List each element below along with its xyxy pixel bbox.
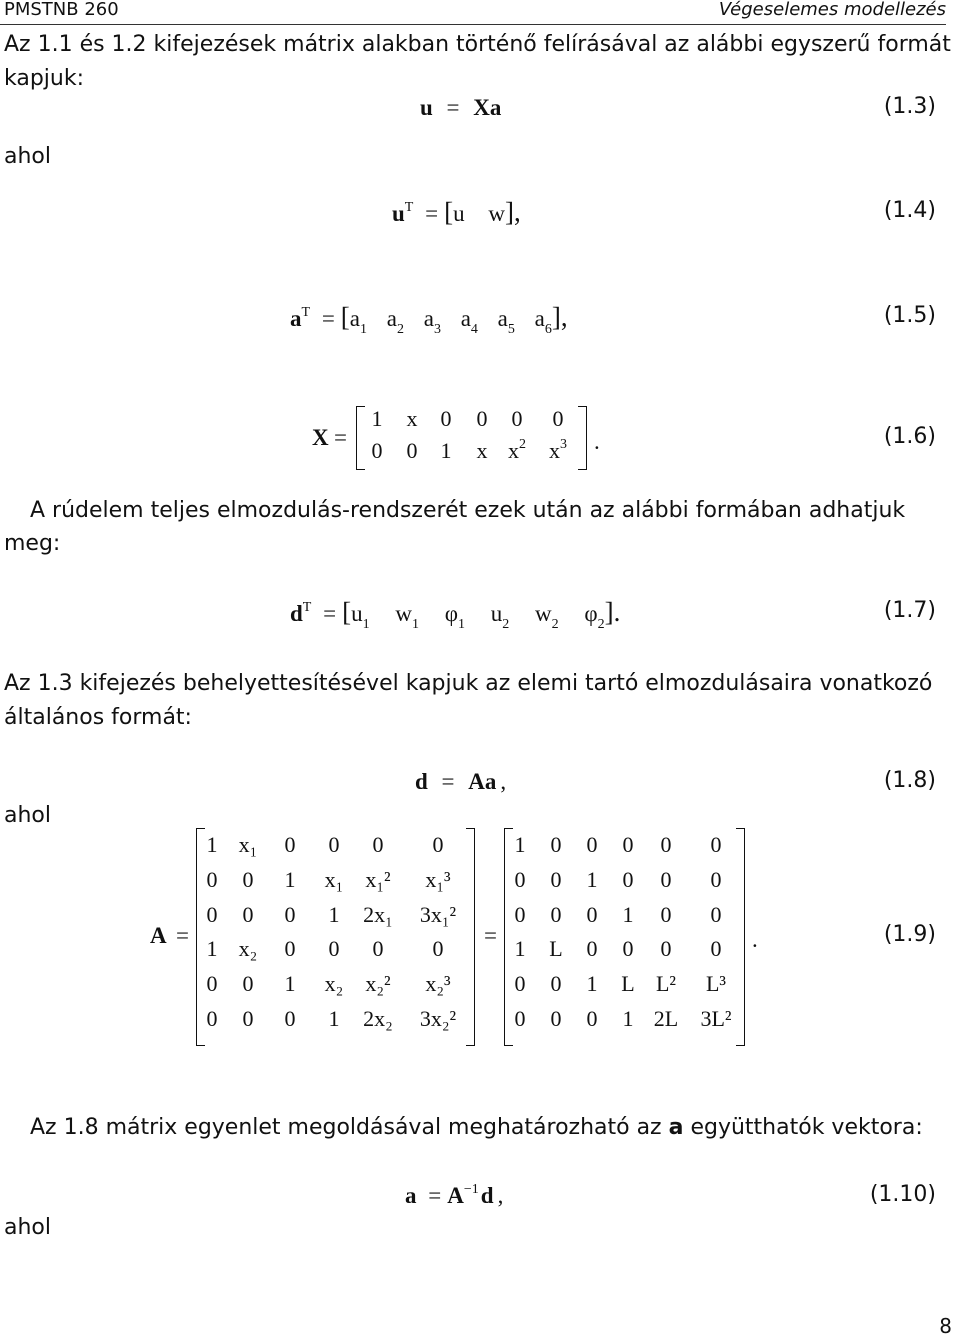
- paragraph-3-line-2: általános formát:: [4, 705, 192, 730]
- eq19-left-cell-r4-c6: 0: [432, 936, 444, 961]
- eq19-right-cell-r6-c4: 1: [622, 1006, 634, 1031]
- ahol-3: ahol: [4, 1215, 51, 1240]
- eq17-u1: u: [351, 601, 363, 626]
- ahol-1: ahol: [4, 144, 51, 169]
- eq19-equals-2: =: [484, 923, 497, 948]
- eq19-right-cell-r3-c4: 1: [622, 902, 634, 927]
- eq17-u1-sub: 1: [362, 617, 370, 632]
- eq17-phi1-sub: 1: [458, 617, 465, 632]
- paragraph-4-bold: a: [668, 1115, 684, 1140]
- eq19-right-cell-r3-c1: 0: [514, 902, 526, 927]
- equation-1-10: [405, 1182, 503, 1214]
- eq13-lhs: u: [420, 95, 433, 120]
- eq13-tag: (1.3): [883, 94, 936, 119]
- eq19-left-cell-r6-c5: 2x₂: [363, 1006, 393, 1031]
- eq19-right-cell-r2-c2: 0: [550, 867, 562, 892]
- eq19-left-cell-r4-c2: x₂: [238, 936, 258, 961]
- eq19-right-cell-r3-c3: 0: [586, 902, 598, 927]
- eq19-right-cell-r2-c3: 1: [586, 867, 598, 892]
- eq15-sub4: 4: [470, 322, 478, 337]
- eq19-left-cell-r6-c4: 1: [328, 1006, 340, 1031]
- eq14-equals: =: [425, 201, 439, 226]
- paragraph-3-line-1: Az 1.3 kifejezés behelyettesítésével kapjuk az elemi tartó elmozdulásaira vonatkozó: [4, 671, 933, 696]
- eq19-left-cell-r5-c4: x₂: [324, 971, 344, 996]
- eq19-right-cell-r5-c4: L: [621, 971, 635, 996]
- eq16-exponent: 2: [519, 437, 526, 452]
- eq19-right-cell-r5-c5: L²: [655, 971, 677, 996]
- equation-1-5: [290, 303, 568, 337]
- eq16-cell-r2-c6: $x^3$: [549, 437, 567, 463]
- eq17-u2: u: [490, 601, 503, 626]
- eq19-left-cell-r6-c6: 3x₂²: [419, 1006, 457, 1031]
- eq16-cell-r2-c5: $x^2$: [508, 437, 526, 463]
- eq19-right-cell-r2-c4: 0: [622, 867, 634, 892]
- eq19-right-cell-r6-c3: 0: [586, 1006, 598, 1031]
- eq14-tag: (1.4): [883, 198, 936, 223]
- paragraph-4-after: együtthatók vektora:: [683, 1115, 923, 1140]
- paragraph-2-line-1: A rúdelem teljes elmozdulás-rendszerét ezek után az alábbi formában adhatjuk: [30, 498, 906, 523]
- eq15-lhs: a: [290, 306, 302, 331]
- eq16-cell-r1-c3: 0: [440, 406, 452, 431]
- eq19-right-cell-r2-c5: 0: [660, 867, 672, 892]
- eq19-left-cell-r4-c3: 0: [284, 936, 296, 961]
- eq13-rhs: Xa: [473, 95, 502, 120]
- eq19-right-cell-r2-c1: 0: [514, 867, 526, 892]
- eq19-left-cell-r2-c3: 1: [284, 867, 296, 892]
- eq16-cell-r1-c1: 1: [371, 406, 383, 431]
- page-header: [0, 0, 946, 25]
- eq16-right-bracket: [578, 406, 587, 470]
- header-left: PMSTNB 260: [4, 0, 119, 20]
- eq14-lhs: u: [392, 201, 405, 226]
- paragraph-2-line-2: meg:: [4, 531, 61, 556]
- equation-1-4: [392, 198, 521, 232]
- eq19-left-cell-r5-c5: x₂²: [365, 971, 391, 996]
- eq19-right-cell-r4-c4: 0: [622, 936, 634, 961]
- eq16-lhs: X: [312, 425, 329, 450]
- eq17-w2: w: [535, 601, 552, 626]
- eq19-left-cell-r6-c1: 0: [206, 1006, 218, 1031]
- eq17-w1: w: [395, 601, 412, 626]
- eq19-left-cell-r2-c4: x₁: [324, 867, 344, 892]
- eq14-c1: u: [453, 201, 465, 226]
- paragraph-4: [30, 1114, 923, 1142]
- eq15-a6: a: [534, 306, 545, 331]
- eq19-right-cell-r3-c6: 0: [710, 902, 722, 927]
- eq19-left-cell-r4-c1: 1: [206, 936, 218, 961]
- eq15-sub6: 6: [544, 322, 552, 337]
- eq15-a3: a: [423, 306, 434, 331]
- eq19-right-cell-r1-c4: 0: [622, 832, 634, 857]
- eq19-left-cell-r2-c2: 0: [242, 867, 254, 892]
- equation-1-8: [415, 768, 506, 796]
- eq14-open: [: [444, 197, 454, 227]
- ahol-2: ahol: [4, 803, 51, 828]
- eq19-left-cell-r1-c6: 0: [432, 832, 444, 857]
- eq15-sub2: 2: [396, 322, 404, 337]
- eq17-equals: =: [323, 601, 337, 626]
- eq16-exponent: 3: [560, 437, 567, 452]
- eq19-right-cell-r3-c5: 0: [660, 902, 672, 927]
- eq19-left-cell-r6-c2: 0: [242, 1006, 254, 1031]
- eq19-right-cell-r4-c1: 1: [514, 936, 526, 961]
- eq17-open: [: [342, 597, 352, 627]
- equation-1-7: [290, 598, 620, 632]
- eq17-lhs: d: [290, 601, 303, 626]
- eq17-tag: (1.7): [883, 598, 936, 623]
- eq19-tag: (1.9): [883, 922, 936, 947]
- eq18-rhs: Aa: [468, 769, 497, 794]
- eq19-left-cell-r3-c6: 3x₁²: [419, 902, 457, 927]
- eq17-w1-sub: 1: [411, 617, 419, 632]
- eq19-left-cell-r1-c5: 0: [372, 832, 384, 857]
- eq19-left-cell-r4-c4: 0: [328, 936, 340, 961]
- eq19-left-cell-r3-c4: 1: [328, 902, 340, 927]
- eq16-cell-r1-c2: x: [406, 406, 418, 431]
- eq110-lhs: a: [405, 1183, 417, 1208]
- eq19-left-cell-r1-c1: 1: [206, 832, 218, 857]
- eq19-left-cell-r3-c2: 0: [242, 902, 254, 927]
- eq19-equals: =: [176, 923, 189, 948]
- paragraph-1-line-1: Az 1.1 és 1.2 kifejezések mátrix alakban történő felírásával az alábbi egyszerű formát: [4, 32, 951, 57]
- eq110-sup: −1: [463, 1182, 479, 1197]
- eq110-equals: =: [428, 1183, 442, 1208]
- eq19-left-cell-r3-c5: 2x₁: [363, 902, 393, 927]
- eq19-left-matrix-close-bracket: [466, 828, 475, 1046]
- eq15-a4: a: [460, 306, 471, 331]
- eq15-a1: a: [349, 306, 361, 331]
- eq16-period: .: [594, 429, 600, 454]
- eq16-cell-r1-c5: 0: [511, 406, 523, 431]
- eq14-sup: T: [404, 200, 414, 215]
- eq15-tag: (1.5): [883, 303, 936, 328]
- eq19-right-cell-r4-c3: 0: [586, 936, 598, 961]
- eq15-a2: a: [386, 306, 397, 331]
- eq16-cell-r1-c6: 0: [552, 406, 564, 431]
- eq19-left-cell-r3-c3: 0: [284, 902, 296, 927]
- header-right: Végeselemes modellezés: [718, 0, 946, 20]
- eq17-u2-sub: 2: [502, 617, 510, 632]
- eq15-equals: =: [321, 306, 335, 331]
- eq19-right-cell-r5-c1: 0: [514, 971, 526, 996]
- eq19-left-cell-r1-c3: 0: [284, 832, 296, 857]
- eq16-cell-r2-c4: x: [476, 438, 488, 463]
- eq19-right-cell-r6-c2: 0: [550, 1006, 562, 1031]
- eq17-phi2-sub: 2: [597, 617, 605, 632]
- eq14-close: ],: [504, 197, 521, 227]
- eq110-tag: (1.10): [869, 1182, 936, 1207]
- eq19-left-cell-r1-c4: 0: [328, 832, 340, 857]
- paragraph-4-before: Az 1.8 mátrix egyenlet megoldásával meghatározható az: [30, 1115, 669, 1140]
- eq19-left-cell-r5-c1: 0: [206, 971, 218, 996]
- eq15-close: ],: [551, 302, 568, 332]
- eq15-sup: T: [301, 305, 311, 320]
- eq19-left-cell-r5-c3: 1: [284, 971, 296, 996]
- eq110-comma: ,: [497, 1183, 504, 1208]
- eq19-right-cell-r6-c6: 3L²: [700, 1006, 732, 1031]
- eq19-right-cell-r5-c2: 0: [550, 971, 562, 996]
- eq19-left-cell-r3-c1: 0: [206, 902, 218, 927]
- eq16-cell-r1-c4: 0: [476, 406, 488, 431]
- eq15-sub5: 5: [507, 322, 515, 337]
- eq19-right-cell-r4-c6: 0: [710, 936, 722, 961]
- eq15-sub1: 1: [360, 322, 368, 337]
- eq110-A: A: [447, 1183, 464, 1208]
- eq19-right-cell-r3-c2: 0: [550, 902, 562, 927]
- eq19-right-cell-r5-c3: 1: [586, 971, 598, 996]
- eq14-c2: w: [488, 201, 505, 226]
- eq19-left-cell-r2-c5: x₁²: [365, 867, 391, 892]
- eq15-open: [: [340, 302, 350, 332]
- eq19-right-cell-r6-c5: 2L: [653, 1006, 679, 1031]
- eq110-d: d: [480, 1183, 494, 1208]
- eq19-right-cell-r1-c1: 1: [514, 832, 526, 857]
- eq17-phi2: φ: [584, 601, 598, 626]
- eq18-comma: ,: [500, 769, 507, 794]
- page-number: 8: [939, 1314, 952, 1338]
- eq19-period: .: [752, 927, 758, 952]
- eq19-left-cell-r4-c5: 0: [372, 936, 384, 961]
- eq19-right-cell-r1-c2: 0: [550, 832, 562, 857]
- eq16-cell-r2-c1: 0: [371, 438, 383, 463]
- eq13-equals: =: [446, 95, 460, 120]
- eq17-sup: T: [302, 600, 312, 615]
- eq19-right-cell-r1-c3: 0: [586, 832, 598, 857]
- eq19-right-cell-r4-c5: 0: [660, 936, 672, 961]
- eq17-close: ].: [604, 597, 621, 627]
- eq19-left-cell-r5-c2: 0: [242, 971, 254, 996]
- eq16-cell-r2-c3: 1: [440, 438, 452, 463]
- eq19-right-cell-r1-c6: 0: [710, 832, 722, 857]
- eq19-left-cell-r6-c3: 0: [284, 1006, 296, 1031]
- eq19-right-cell-r2-c6: 0: [710, 867, 722, 892]
- eq16-cell-r2-c2: 0: [406, 438, 418, 463]
- eq18-equals: =: [441, 769, 455, 794]
- paragraph-1-line-2: kapjuk:: [4, 66, 85, 91]
- eq19-left-cell-r5-c6: x₂³: [425, 971, 451, 996]
- eq15-a5: a: [497, 306, 508, 331]
- eq19-right-cell-r6-c1: 0: [514, 1006, 526, 1031]
- eq16-equals: =: [334, 425, 347, 450]
- eq15-sub3: 3: [433, 322, 441, 337]
- eq19-right-cell-r4-c2: L: [549, 936, 563, 961]
- eq18-tag: (1.8): [883, 768, 936, 793]
- eq17-phi1: φ: [444, 601, 458, 626]
- eq18-lhs: d: [415, 769, 428, 794]
- eq19-left-cell-r2-c1: 0: [206, 867, 218, 892]
- eq16-tag: (1.6): [883, 424, 936, 449]
- eq19-right-cell-r1-c5: 0: [660, 832, 672, 857]
- eq19-left-cell-r2-c6: x₁³: [425, 867, 451, 892]
- eq19-left-cell-r1-c2: x₁: [238, 832, 258, 857]
- eq19-right-cell-r5-c6: L³: [705, 971, 727, 996]
- eq17-w2-sub: 2: [551, 617, 559, 632]
- eq19-lhs: A: [150, 923, 167, 948]
- equation-1-3: [420, 94, 501, 122]
